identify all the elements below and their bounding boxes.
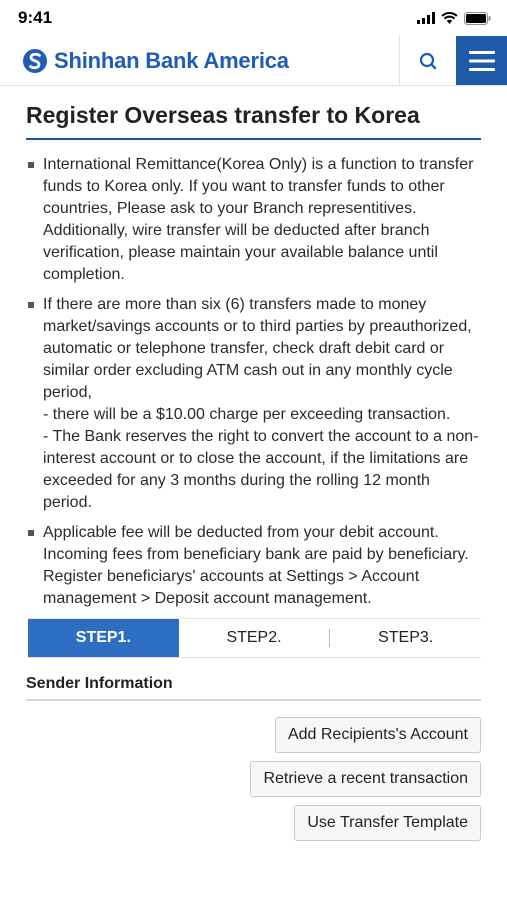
search-icon — [419, 52, 437, 70]
notice-text: Applicable fee will be deducted from your debit account. Incoming fees from beneficiary bank are paid by beneficiary. — [43, 524, 469, 563]
notice-text: - there will be a $10.00 charge per exceeding transaction. — [43, 406, 451, 423]
search-button[interactable] — [399, 36, 456, 85]
menu-button[interactable] — [456, 36, 507, 85]
wifi-icon — [441, 12, 458, 24]
step-indicator — [28, 618, 481, 658]
brand-logo[interactable] — [0, 36, 399, 85]
app-header — [0, 36, 507, 86]
notice-item — [26, 294, 481, 514]
retrieve-recent-transaction-button[interactable]: Retrieve a recent transaction — [250, 761, 481, 797]
step-1-tab[interactable]: STEP1. — [28, 619, 179, 657]
notice-text: Additionally, wire transfer will be deducted after branch verification, please maintain your available balance until completion. — [43, 222, 438, 283]
notice-text: Register beneficiarys' accounts at Settings > Account management > Deposit account management. — [43, 568, 420, 607]
sender-information-title: Sender Information — [26, 675, 481, 701]
notice-text: If there are more than six (6) transfers made to money market/savings accounts or to third parties by preauthorized, automatic or telephone transfer, check draft debit card or similar order excluding ATM cash out in any monthly cycle period, — [43, 296, 472, 401]
notice-item — [26, 154, 481, 286]
status-icons — [417, 12, 491, 25]
battery-icon — [464, 12, 491, 25]
hamburger-menu-icon — [469, 50, 495, 72]
notice-text: International Remittance(Korea Only) is a function to transfer funds to Korea only. If you want to transfer funds to other countries, Please ask to your Branch representitives. — [43, 156, 474, 217]
status-bar — [0, 0, 507, 36]
use-transfer-template-button[interactable]: Use Transfer Template — [294, 805, 481, 841]
shinhan-logo-icon — [22, 48, 48, 74]
notice-text: - The Bank reserves the right to convert the account to a non-interest account or to close the account, if the limitations are exceeded for any 3 months during the rolling 12 month period. — [43, 428, 479, 511]
add-recipients-account-button[interactable]: Add Recipients's Account — [275, 717, 481, 753]
notice-item — [26, 522, 481, 610]
page-title: Register Overseas transfer to Korea — [26, 102, 481, 140]
step-3-tab[interactable]: STEP3. — [378, 629, 434, 646]
sender-actions — [26, 717, 481, 841]
status-time: 9:41 — [18, 8, 53, 27]
notice-list — [26, 154, 481, 610]
signal-icon — [417, 12, 435, 24]
brand-name: Shinhan Bank America — [54, 47, 289, 73]
step-2-tab[interactable]: STEP2. — [226, 629, 282, 646]
